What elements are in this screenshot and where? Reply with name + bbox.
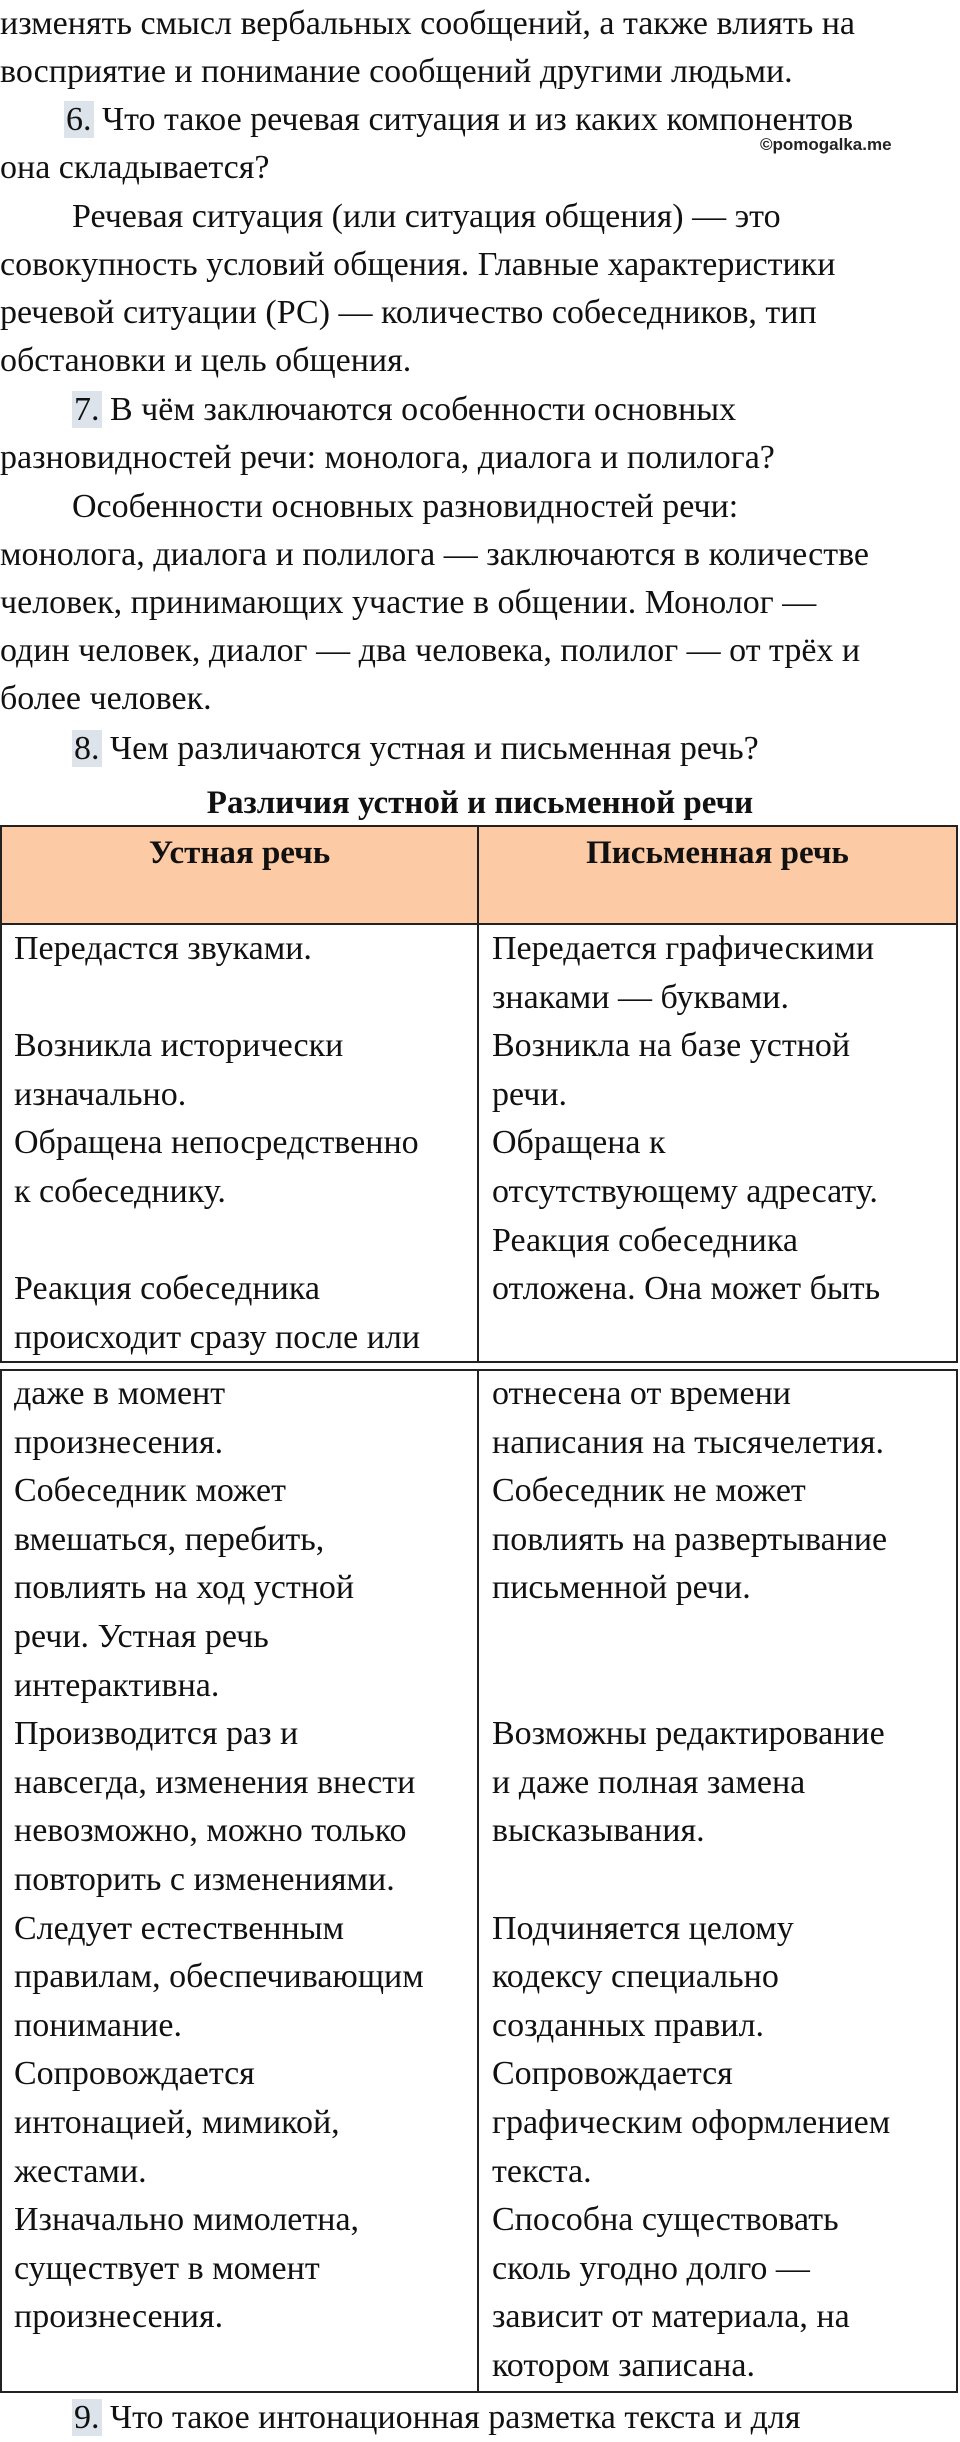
table-cell-line: Следует естественным — [14, 1909, 345, 1947]
table-cell-line: даже в момент — [14, 1375, 226, 1412]
answer-line: монолога, диалога и полилога — заключаются в количестве — [0, 536, 870, 573]
written-speech-cell — [492, 925, 880, 1362]
table-caption: Различия устной и письменной речи — [206, 785, 754, 821]
table-cell-line: Способна существовать — [492, 2201, 839, 2239]
question-number: 7. — [74, 391, 100, 428]
table-cell-line: высказывания. — [492, 1812, 705, 1850]
text-line: разновидностей речи: монолога, диалога и полилога? — [0, 439, 775, 476]
answer-line: Особенности основных разновидностей речи: — [72, 488, 739, 525]
answer-line: речевой ситуации (РС) — количество собеседников, тип — [0, 294, 817, 331]
table-cell-line: Подчиняется целому — [492, 1909, 794, 1947]
table-cell-line: сколь угодно долго — — [492, 2249, 810, 2287]
table-cell-line: интерактивна. — [14, 1666, 220, 1704]
table-cell-line: отсутствующему адресату. — [492, 1172, 878, 1210]
table-cell-line — [14, 1217, 420, 1266]
table-cell-line: существует в момент — [14, 2249, 320, 2287]
answer-line: обстановки и цель общения. — [0, 342, 412, 379]
header-written-speech: Письменная речь — [586, 835, 849, 871]
table-cell-line: знаками — буквами. — [492, 978, 789, 1016]
table-cell-line: котором записана. — [492, 2346, 755, 2384]
table-cell-line: Изначально мимолетна, — [14, 2201, 360, 2239]
table-cell-line: Сопровождается — [492, 2055, 733, 2093]
table-cell-line: произнесения. — [14, 2298, 224, 2336]
table-cell-line — [492, 1314, 880, 1363]
table-cell-line: и даже полная замена — [492, 1763, 806, 1801]
table-cell-line: интонацией, мимикой, — [14, 2103, 340, 2141]
answer-line: Речевая ситуация (или ситуация общения) — это — [72, 198, 781, 235]
table-cell-line: зависит от материала, на — [492, 2298, 850, 2336]
table-cell-line: происходит сразу после или — [14, 1318, 421, 1356]
table-cell-line: кодексу специально — [492, 1958, 779, 1996]
table-cell-line: графическим оформлением — [492, 2103, 891, 2141]
table-cell-line: отнесена от времени — [492, 1375, 791, 1412]
table-cell-line: к собеседнику. — [14, 1172, 226, 1210]
watermark: ©pomogalka.me — [760, 135, 892, 154]
table-cell-line: изначально. — [14, 1075, 187, 1113]
table-cell-line: вмешаться, перебить, — [14, 1520, 325, 1558]
table-cell-line: созданных правил. — [492, 2006, 765, 2044]
table-cell-line — [492, 1856, 890, 1905]
table-cell-line: Обращена непосредственно — [14, 1124, 419, 1162]
table-cell-line: навсегда, изменения внести — [14, 1763, 416, 1801]
question-6: 6. Что такое речевая ситуация и из каких компонентов — [66, 101, 854, 138]
table-cell-line: Сопровождается — [14, 2055, 255, 2093]
table-cell-line: текста. — [492, 2152, 592, 2190]
written-speech-cell — [492, 1370, 890, 2390]
table-cell-line: Возникла исторически — [14, 1027, 344, 1065]
table-cell-line: невозможно, можно только — [14, 1812, 407, 1850]
text-line: изменять смысл вербальных сообщений, а также влиять на — [0, 5, 856, 42]
question-9: 9. Что такое интонационная разметка текста и для — [74, 2399, 801, 2436]
table-cell-line: Обращена к — [492, 1124, 666, 1162]
table-cell-line — [492, 1613, 890, 1662]
table-cell-line: Реакция собеседника — [14, 1270, 320, 1308]
table-cell-line: письменной речи. — [492, 1569, 751, 1607]
table-cell-line: написания на тысячелетия. — [492, 1423, 885, 1461]
header-oral-speech: Устная речь — [148, 835, 331, 871]
table-cell-line: жестами. — [14, 2152, 147, 2190]
table-cell-line: Передастся звуками. — [14, 930, 312, 967]
question-number: 6. — [66, 101, 92, 138]
question-8: 8. Чем различаются устная и письменная речь? — [74, 730, 759, 767]
question-number: 8. — [74, 730, 100, 767]
table-cell-line — [492, 1662, 890, 1711]
question-number: 9. — [74, 2399, 100, 2436]
table-cell-line: речи. Устная речь — [14, 1617, 269, 1655]
answer-line: совокупность условий общения. Главные характеристики — [0, 246, 836, 283]
question-7: 7. В чём заключаются особенности основных — [74, 391, 737, 428]
oral-speech-cell — [14, 925, 420, 1362]
table-cell-line: понимание. — [14, 2006, 182, 2044]
table-cell-line: Собеседник может — [14, 1472, 286, 1510]
text-line: она складывается? — [0, 149, 270, 186]
table-cell-line: Передается графическими — [492, 930, 875, 967]
table-cell-line: произнесения. — [14, 1423, 224, 1461]
table-cell-line — [14, 974, 420, 1023]
table-cell-line: повторить с изменениями. — [14, 1860, 395, 1898]
table-cell-line — [14, 2342, 424, 2391]
table-cell-line: Производится раз и — [14, 1715, 299, 1753]
table-cell-line: Собеседник не может — [492, 1472, 806, 1510]
table-cell-line: речи. — [492, 1075, 568, 1113]
table-cell-line: правилам, обеспечивающим — [14, 1958, 424, 1996]
table-cell-line: Реакция собеседника — [492, 1221, 798, 1259]
table-cell-line: повлиять на развертывание — [492, 1520, 888, 1558]
oral-speech-cell — [14, 1370, 424, 2390]
column-divider — [477, 1369, 479, 2393]
answer-line: человек, принимающих участие в общении. Монолог — — [0, 584, 817, 621]
table-cell-line: отложена. Она может быть — [492, 1270, 881, 1308]
table-cell-line: повлиять на ход устной — [14, 1569, 355, 1607]
table-cell-line: Возникла на базе устной — [492, 1027, 851, 1065]
text-line: восприятие и понимание сообщений другими людьми. — [0, 53, 793, 90]
column-divider — [477, 825, 479, 1363]
answer-line: один человек, диалог — два человека, полилог — от трёх и — [0, 632, 861, 669]
answer-line: более человек. — [0, 680, 212, 717]
table-cell-line: Возможны редактирование — [492, 1715, 885, 1753]
